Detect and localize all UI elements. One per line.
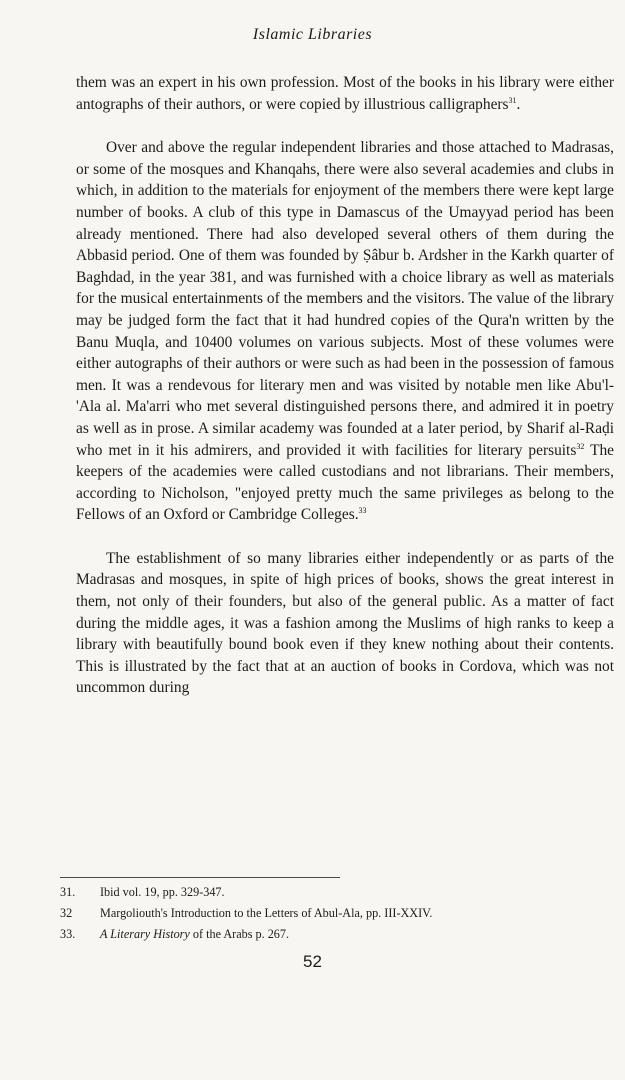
footnote-ref: 32 xyxy=(576,441,585,451)
footnote-divider xyxy=(60,877,340,878)
footnote xyxy=(60,924,600,945)
footnote-number: 33. xyxy=(60,927,76,941)
footnote-title-italic: A Literary History xyxy=(100,927,190,941)
footnote-text: Ibid vol. 19, pp. 329-347. xyxy=(100,885,225,899)
footnote-text: Margoliouth's Introduction to the Letters of Abul-Ala, pp. III-XXIV. xyxy=(100,906,433,920)
paragraph-1 xyxy=(76,72,614,115)
paragraph-text: Over and above the regular independent libraries and those attached to Madrasas, or some of the mosques and Khanqahs, there were also several academies and clubs in which, in addition to the materials for enjoyment of the members there were kept large number of books. A club of this type in Damascus of the Umayyad period has been already mentioned. There had also developed several others of them during the Abbasid period. One of them was founded by Ṣâbur b. Ardsher in the Karkh quarter of Baghdad, in the year 381, and was furnished with a choice library as well as materials for the musical entertainments of the members and the visitors. The value of the library may be judged form the fact that it had hundred copies of the Qura'n written by the Banu Muqla, and 10400 volumes on various subjects. Most of these volumes were either autographs of their authors or were such as had been in the possession of famous men. It was a rendevous for literary men and was visited by notable men like Abu'l-'Ala al. Ma'arri who met several distinguished persons there, and admired it in poetry as well as in prose. A similar academy was founded at a later period, by Sharif al-Raḍi who met in it his admirers, and provided it with facilities for literary persuits xyxy=(76,139,614,459)
footnote xyxy=(60,882,600,903)
footnote xyxy=(60,903,600,924)
paragraph-text: them was an expert in his own profession. Most of the books in his library were either antographs of their authors, or were copied by illustrious calligraphers xyxy=(76,74,614,113)
footnotes xyxy=(60,882,600,945)
body-text xyxy=(76,72,614,699)
footnote-ref: 31 xyxy=(508,95,517,105)
paragraph-tail: . xyxy=(516,95,521,113)
paragraph-2 xyxy=(76,137,614,526)
footnote-number: 32 xyxy=(60,906,73,920)
paragraph-tail: The keepers of the academies were called custodians and not librarians. Their members, according to Nicholson, "enjoyed pretty much the same privileges as belong to the Fellows of an Oxford or Cambridge Colleges. xyxy=(76,441,614,524)
page-number: 52 xyxy=(303,952,322,971)
footnote-number: 31. xyxy=(60,885,76,899)
footnote-ref: 33 xyxy=(358,506,367,516)
footnote-text xyxy=(100,924,289,945)
running-header: Islamic Libraries xyxy=(252,26,373,43)
footnote-rest: of the Arabs p. 267. xyxy=(189,927,290,941)
paragraph-3 xyxy=(76,548,614,699)
paragraph-text: The establishment of so many libraries either independently or as parts of the Madrasas and mosques, in spite of high prices of books, shows the great interest in them, not only of their founders, but also of the general public. As a matter of fact during the middle ages, it was a fashion among the Muslims of high ranks to keep a library with beautifully bound book even if they knew nothing about their contents. This is illustrated by the fact that at an auction of books in Cordova, which was not uncommon during xyxy=(76,549,614,697)
